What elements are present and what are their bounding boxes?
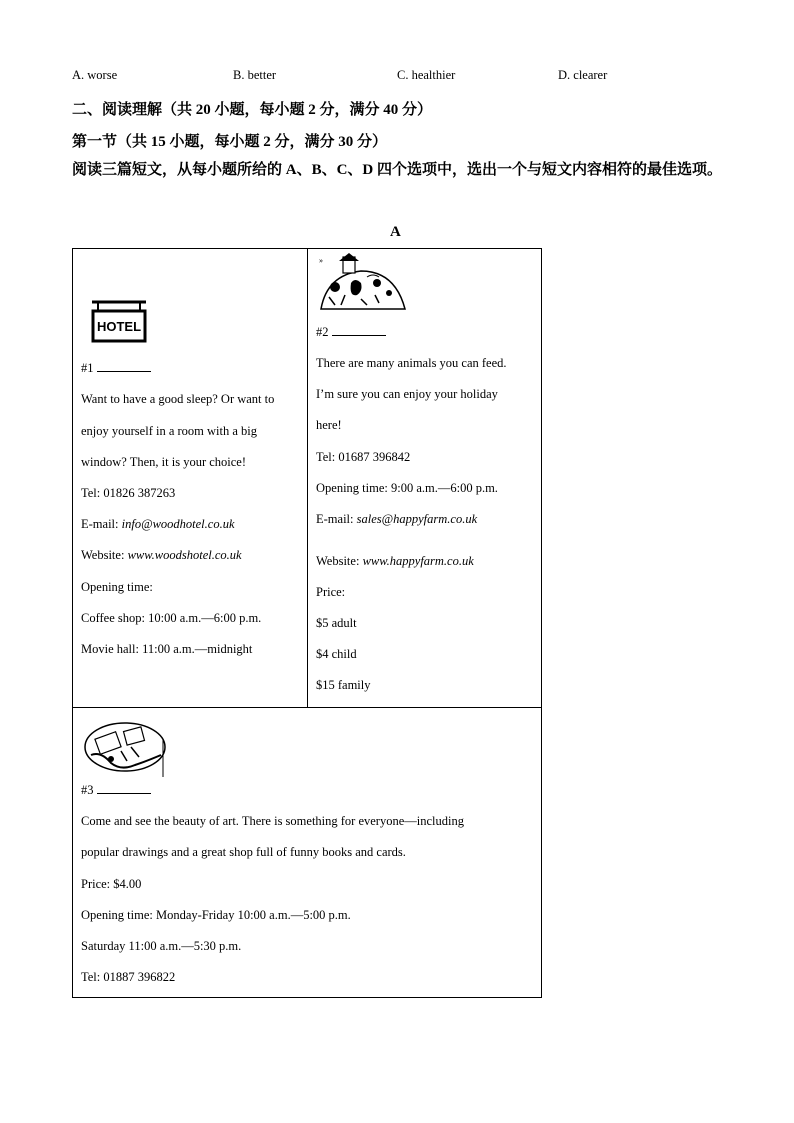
ad-3-saturday: Saturday 11:00 a.m.—5:30 p.m. — [81, 939, 242, 953]
ad-3-price: Price: $4.00 — [81, 877, 142, 891]
ad-1-number: #1 — [81, 361, 151, 376]
ad-1-website: Website: www.woodshotel.co.uk — [81, 548, 242, 562]
farm-illustration-icon — [317, 253, 409, 315]
option-d: D. clearer — [558, 68, 608, 82]
ad-2-text-line: There are many animals you can feed. — [316, 356, 507, 370]
ad-2-text-line: I’m sure you can enjoy your holiday — [316, 387, 498, 401]
ad-2-number: #2 — [316, 325, 386, 340]
ad-2-tel: Tel: 01687 396842 — [316, 450, 411, 464]
ad-1-text-line: Want to have a good sleep? Or want to — [81, 392, 275, 406]
answer-blank-2[interactable] — [332, 325, 386, 336]
option-c: C. healthier — [397, 68, 456, 82]
ad-1-text-line: enjoy yourself in a room with a big — [81, 424, 258, 438]
ad-1-movie-hours: Movie hall: 11:00 a.m.—midnight — [81, 642, 253, 656]
ad-2-email: E-mail: sales@happyfarm.co.uk — [316, 512, 478, 526]
option-b: B. better — [233, 68, 277, 82]
ad-2-price-label: Price: — [316, 585, 346, 599]
ad-2-price-family: $15 family — [316, 678, 371, 692]
ad-1-coffee-hours: Coffee shop: 10:00 a.m.—6:00 p.m. — [81, 611, 262, 625]
ad-1-text-line: window? Then, it is your choice! — [81, 455, 247, 469]
ad-2-price-adult: $5 adult — [316, 616, 357, 630]
svg-text:»: » — [319, 256, 323, 265]
svg-text:HOTEL: HOTEL — [96, 319, 142, 334]
part-heading: 二、阅读理解（共 20 小题，每小题 2 分，满分 40 分） — [72, 102, 433, 118]
hotel-sign-icon — [90, 299, 150, 345]
ad-1-opening-label: Opening time: — [81, 580, 153, 594]
ad-2-website: Website: www.happyfarm.co.uk — [316, 554, 474, 568]
ad-2-text-line: here! — [316, 418, 342, 432]
answer-blank-3[interactable] — [97, 783, 151, 794]
ad-3-text-line: Come and see the beauty of art. There is something for everyone—including — [81, 814, 464, 828]
answer-blank-1[interactable] — [97, 361, 151, 372]
art-gallery-illustration-icon — [81, 715, 167, 777]
ad-3-number: #3 — [81, 783, 151, 798]
instruction: 阅读三篇短文，从每小题所给的 A、B、C、D 四个选项中，选出一个与短文内容相符的最佳选项。 — [72, 162, 723, 178]
ad-3-opening: Opening time: Monday-Friday 10:00 a.m.—5:00 p.m. — [81, 908, 351, 922]
passage-label: A — [390, 224, 401, 240]
table-divider-vertical — [307, 249, 308, 707]
ad-table — [72, 248, 542, 998]
option-a: A. worse — [72, 68, 118, 82]
ad-3-tel: Tel: 01887 396822 — [81, 970, 176, 984]
ad-1-email: E-mail: info@woodhotel.co.uk — [81, 517, 235, 531]
ad-1-tel: Tel: 01826 387263 — [81, 486, 176, 500]
table-divider-horizontal — [73, 707, 541, 708]
ad-2-opening: Opening time: 9:00 a.m.—6:00 p.m. — [316, 481, 498, 495]
ad-3-text-line: popular drawings and a great shop full of funny books and cards. — [81, 845, 406, 859]
ad-2-price-child: $4 child — [316, 647, 357, 661]
section-heading: 第一节（共 15 小题，每小题 2 分，满分 30 分） — [72, 134, 388, 150]
